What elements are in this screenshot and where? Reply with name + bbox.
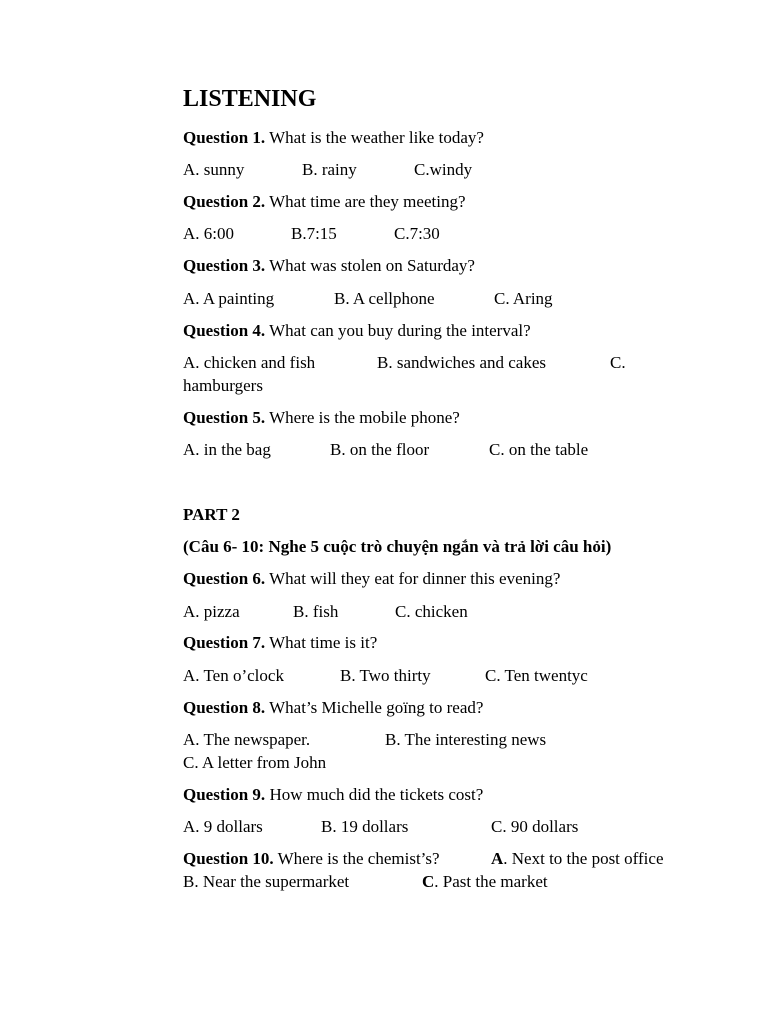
option-b: B. fish xyxy=(293,602,339,621)
option-c: C. on the table xyxy=(489,440,589,459)
question-text: How much did the tickets cost? xyxy=(265,785,484,804)
option-a: A. chicken and fish xyxy=(183,353,316,372)
question-7 xyxy=(183,632,377,654)
option-a: A. in the bag xyxy=(183,440,271,459)
question-label: Question 9. xyxy=(183,785,266,804)
option-b: B.7:15 xyxy=(291,224,337,243)
question-text: What is the weather like today? xyxy=(265,128,484,147)
option-b: B. rainy xyxy=(302,160,357,179)
option-c: C. xyxy=(610,353,626,372)
question-5 xyxy=(183,407,460,429)
option-a xyxy=(491,848,664,870)
option-b: B. The interesting news xyxy=(385,730,547,749)
option-b: B. sandwiches and cakes xyxy=(377,353,547,372)
question-text: What’s Michelle goïng to read? xyxy=(265,698,484,717)
question-label: Question 8. xyxy=(183,698,266,717)
question-text: What time is it? xyxy=(265,633,378,652)
question-1 xyxy=(183,127,484,149)
question-label: Question 4. xyxy=(183,321,266,340)
option-a: A. The newspaper. xyxy=(183,730,311,749)
question-label: Question 3. xyxy=(183,256,266,275)
option-text: . Next to the post office xyxy=(503,849,664,868)
question-3 xyxy=(183,255,475,277)
option-b: B. on the floor xyxy=(330,440,430,459)
question-text: What time are they meeting? xyxy=(265,192,466,211)
option-c: C. 90 dollars xyxy=(491,817,579,836)
question-7-options xyxy=(183,665,703,687)
option-a: A. Ten o’clock xyxy=(183,666,284,685)
question-label: Question 10. xyxy=(183,849,274,868)
question-6 xyxy=(183,568,560,590)
question-9 xyxy=(183,784,483,806)
question-8 xyxy=(183,697,483,719)
section-title: LISTENING xyxy=(183,86,317,112)
part-2-instruction: (Câu 6- 10: Nghe 5 cuộc trò chuyện ngắn và trả lời câu hỏi) xyxy=(183,537,612,556)
option-letter: C xyxy=(422,872,435,891)
question-label: Question 6. xyxy=(183,569,266,588)
option-b: B. 19 dollars xyxy=(321,817,409,836)
question-4-option-c-continued: hamburgers xyxy=(183,376,263,395)
option-b: B. Two thirty xyxy=(340,666,431,685)
question-4-options xyxy=(183,352,703,374)
question-5-options xyxy=(183,439,703,461)
option-c xyxy=(422,871,548,893)
question-text: Where is the chemist’s? xyxy=(273,849,440,868)
option-c: C. Ten twentyc xyxy=(485,666,588,685)
question-2-options xyxy=(183,223,703,245)
question-label: Question 5. xyxy=(183,408,266,427)
question-text: What can you buy during the interval? xyxy=(265,321,531,340)
option-c: C.7:30 xyxy=(394,224,440,243)
question-3-options xyxy=(183,288,703,310)
option-b: B. Near the supermarket xyxy=(183,872,350,891)
question-label: Question 1. xyxy=(183,128,266,147)
option-c: C. chicken xyxy=(395,602,468,621)
option-letter: A xyxy=(491,849,504,868)
question-label: Question 7. xyxy=(183,633,266,652)
question-1-options xyxy=(183,159,703,181)
question-text: Where is the mobile phone? xyxy=(265,408,460,427)
question-10-options xyxy=(183,871,703,893)
question-8-options xyxy=(183,729,703,751)
option-c: C. A letter from John xyxy=(183,753,327,772)
question-text: What will they eat for dinner this evening? xyxy=(265,569,561,588)
question-10 xyxy=(183,848,703,870)
question-label-group xyxy=(183,848,440,870)
option-a: A. 9 dollars xyxy=(183,817,263,836)
option-text: . Past the market xyxy=(434,872,548,891)
question-label: Question 2. xyxy=(183,192,266,211)
option-b: B. A cellphone xyxy=(334,289,435,308)
option-a: A. A painting xyxy=(183,289,275,308)
option-a: A. sunny xyxy=(183,160,245,179)
option-c: C.windy xyxy=(414,160,473,179)
question-9-options xyxy=(183,816,703,838)
part-2-heading: PART 2 xyxy=(183,505,240,524)
question-2 xyxy=(183,191,466,213)
question-text: What was stolen on Saturday? xyxy=(265,256,475,275)
option-a: A. 6:00 xyxy=(183,224,234,243)
question-4 xyxy=(183,320,531,342)
option-c: C. Aring xyxy=(494,289,553,308)
option-a: A. pizza xyxy=(183,602,240,621)
question-6-options xyxy=(183,601,703,623)
